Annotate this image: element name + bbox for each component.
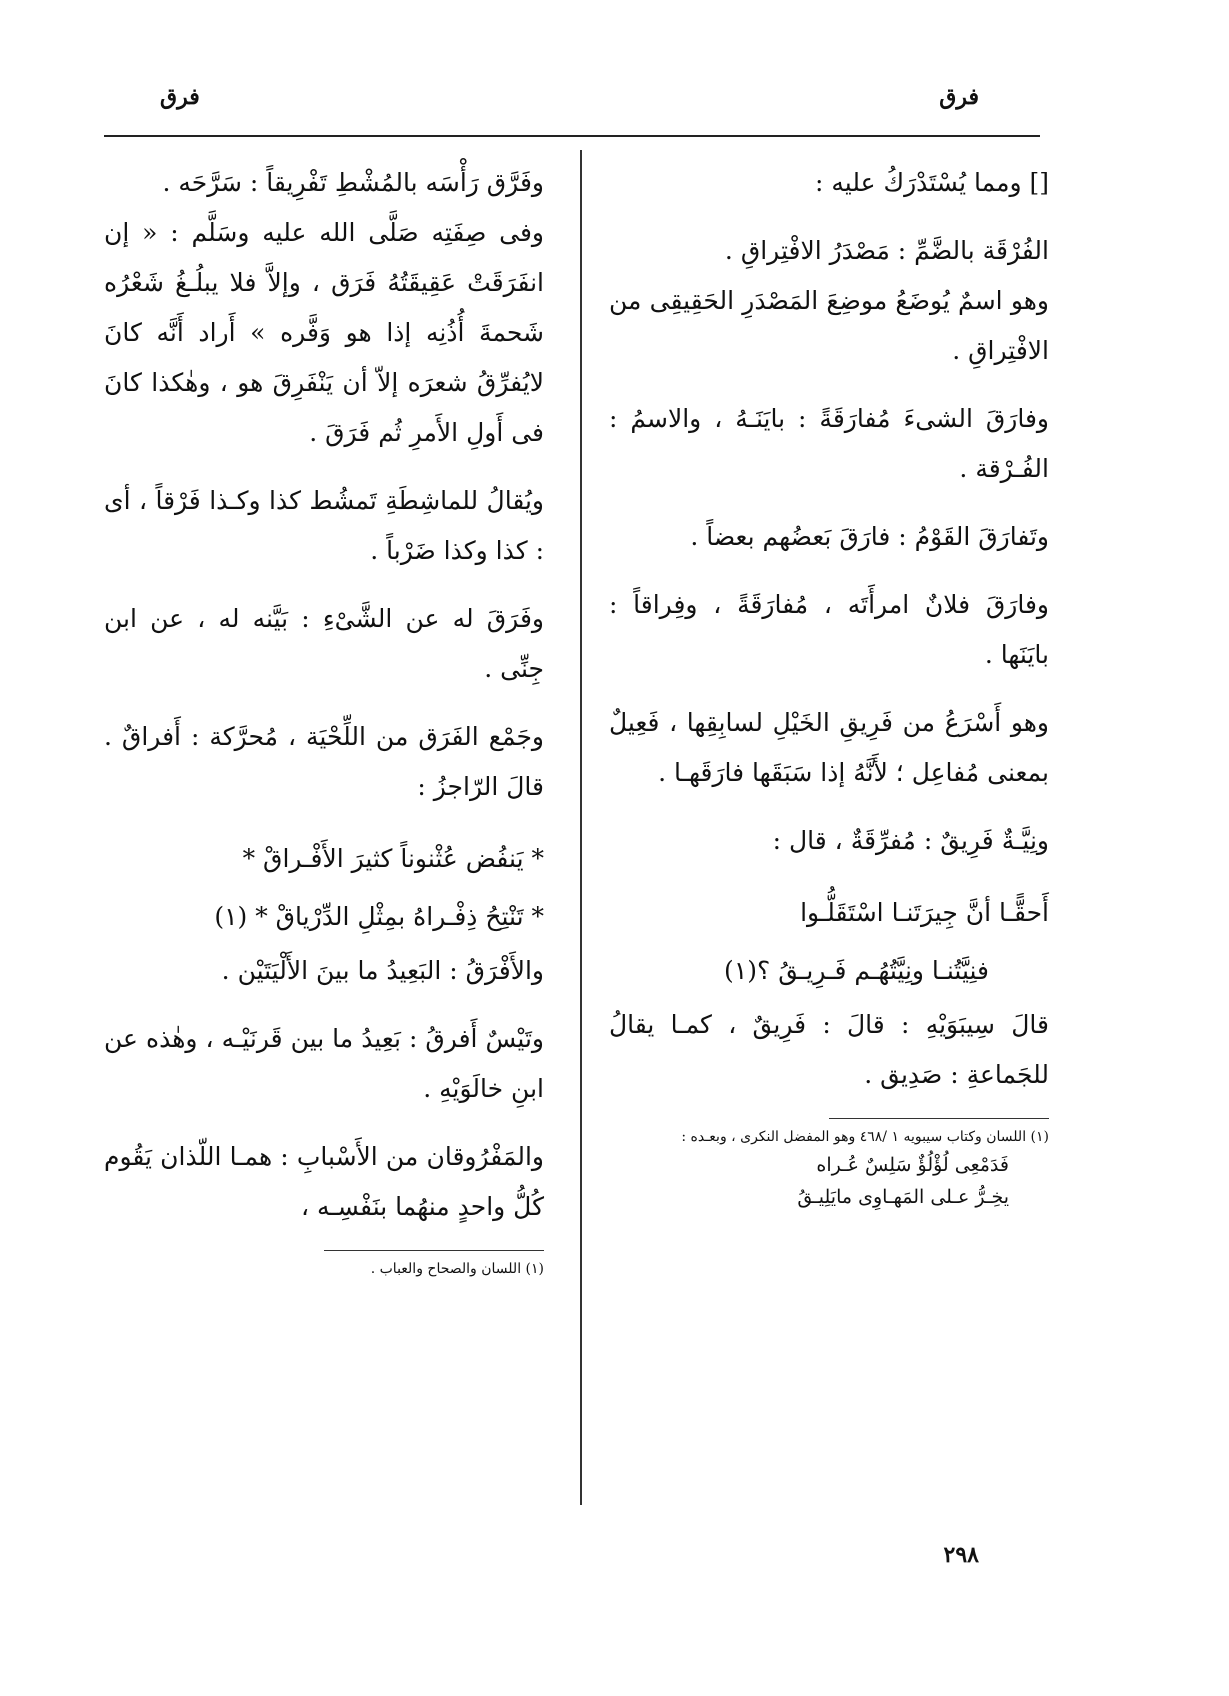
section-intro: [] ومما يُسْتَدْرَكُ عليه :	[815, 168, 1049, 197]
paragraph: قالَ سِيبَوَيْهِ : قالَ : فَرِيقٌ ، كمـا يقالُ للجَماعةِ : صَدِيق .	[609, 1010, 1049, 1089]
paragraph: وفَرَقَ له عن الشَّىْءِ : بَيَّنه له ، عن ابن جِنِّى .	[104, 604, 544, 683]
paragraph: والمَفْرُوقان من الأَسْبابِ : همـا اللّذان يَقُوم كُلُّ واحدٍ منهُما بنَفْسِـه ،	[104, 1142, 544, 1221]
paragraph: وتَيْسٌ أَفرقُ : بَعِيدُ ما بين قَرنَيْـه ، وهٰذه عن ابنِ خالَوَيْهِ .	[104, 1024, 544, 1103]
footnote-rule	[829, 1118, 1049, 1119]
footnote-rule	[324, 1250, 544, 1251]
header-rule	[104, 135, 1040, 137]
paragraph: وجَمْع الفَرَق من اللِّحْيَة ، مُحرَّكة : أَفراقٌ . قالَ الرّاجزُ :	[104, 722, 544, 801]
paragraph: وفارَقَ فلانٌ امرأَتَه ، مُفارَقَةً ، وفِراقاً : بايَنَها .	[609, 590, 1049, 669]
page-number: ٢٩٨	[943, 1542, 979, 1568]
column-divider	[580, 150, 582, 1505]
paragraph: الفُرْقَة بالضَّمِّ : مَصْدَرُ الافْتِراقِ . وهو اسمٌ يُوضَعُ موضِعَ المَصْدَرِ الحَقِيقِى من الافْتِراقِ .	[609, 236, 1049, 365]
right-column	[609, 158, 1049, 1508]
verse-line: * يَنفُض عُثْنوناً كثيرَ الأَفْـراقْ *	[242, 844, 544, 873]
left-column	[104, 158, 544, 1508]
paragraph: والأَفْرَقُ : البَعِيدُ ما بينَ الأَلْيَتَيْن .	[221, 956, 544, 985]
footnote: (١) اللسان والصحاح والعباب .	[370, 1261, 544, 1277]
paragraph: وهو أَسْرَعُ من فَرِيقِ الخَيْلِ لسابِقِها ، فَعِيلٌ بمعنى مُفاعِل ؛ لأَنَّهُ إذا سَبَقَها فارَقَهـا .	[609, 708, 1049, 787]
footnote-verse-line: فَدَمْعِى لُؤْلُؤٌ سَلِسٌ عُـراه	[816, 1154, 1009, 1176]
header-word-left: فرق	[160, 84, 200, 110]
paragraph: وتَفارَقَ القَوْمُ : فارَقَ بَعضُهم بعضاً .	[690, 522, 1049, 551]
verse-line: * تَنْتِحُ ذِفْـراهُ بمِثْلِ الدِّرْياقْ * (١)	[214, 902, 544, 931]
paragraph: ونِيَّـةٌ فَرِيقٌ : مُفرِّقَةٌ ، قال :	[772, 826, 1049, 855]
paragraph: وفارَقَ الشىءَ مُفارَقَةً : بايَنَـهُ ، والاسمُ : الفُـرْقة .	[609, 404, 1049, 483]
footnote-verse-line: يخِـرُّ عـلى المَهـاوِى مايَلِيـقُ	[797, 1186, 1009, 1208]
verse-line: فنِيَّتُنـا ونِيَّتُهُـم فَـرِيـقُ ؟(١)	[724, 956, 989, 985]
paragraph: وفَرَّق رَأْسَه بالمُشْطِ تَفْرِيقاً : سَرَّحَه . وفى صِفَتِه صَلَّى الله عليه وسَلَّم : « إن انفَرَقَتْ عَقِيقَتُهُ فَرَق ، وإلاَّ فلا يبلُـغُ شَعْرُه شَحمةَ أُذُنِه إذا هو وَفَّره » أَراد أَنَّه كانَ لايُفرِّقُ شعرَه إلاّ أن يَنْفَرِقَ هو ، وهٰكذا كانَ فى أَولِ الأَمرِ ثُم فَرَقَ .	[104, 168, 544, 447]
paragraph: ويُقالُ للماشِطَةِ تَمشُط كذا وكـذا فَرْقاً ، أى : كذا وكذا ضَرْباً .	[104, 486, 544, 565]
verse-line: أَحقًّـا أنَّ جِيرَتَنـا اسْتَقَلُّـوا	[800, 898, 1049, 927]
header-word-right: فرق	[939, 84, 979, 110]
footnote: (١) اللسان وكتاب سيبويه ١ /٤٦٨ وهو المفضل النكرى ، وبعـده :	[681, 1129, 1049, 1145]
